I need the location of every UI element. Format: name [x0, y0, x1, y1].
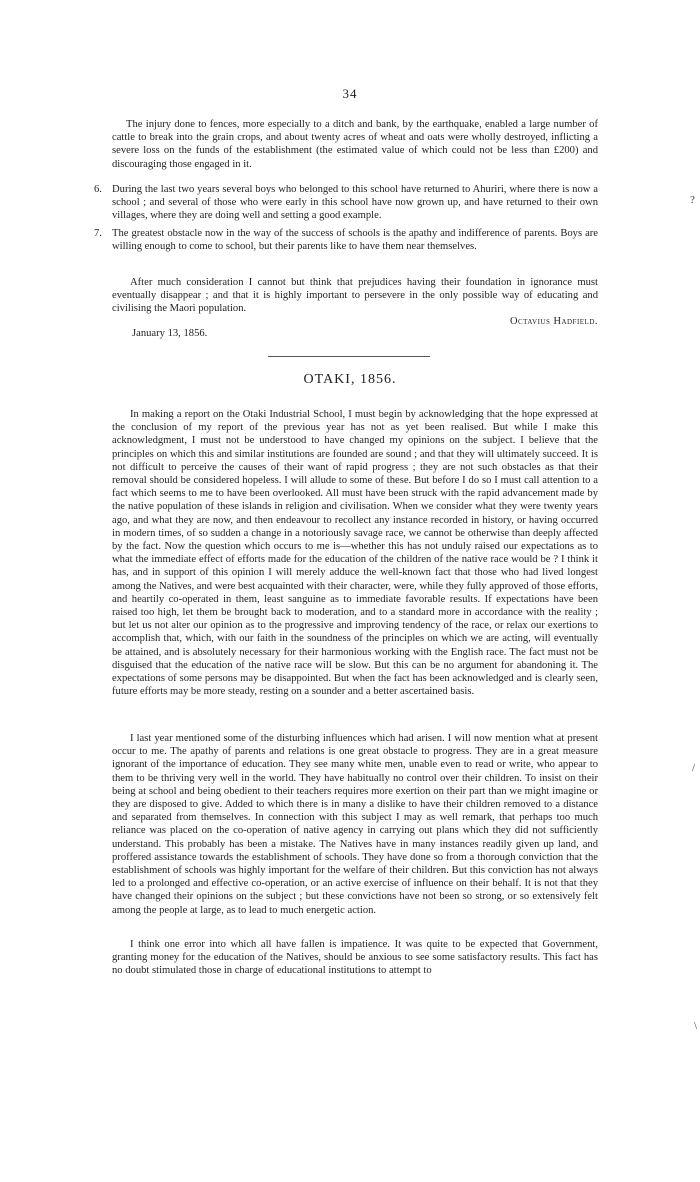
margin-mark: ? — [690, 194, 695, 206]
section-heading: OTAKI, 1856. — [303, 372, 397, 387]
report-date: January 13, 1856. — [132, 328, 208, 339]
signature: Octavius Hadfield. — [509, 316, 598, 327]
margin-mark: \ — [694, 1020, 698, 1032]
closing-paragraph: After much consideration I cannot but think that prejudices having their foundation in ignorance must eventually disappear ; and that it is highly important to persevere in the only possible way of educating and civilising the Maori population. — [112, 277, 598, 315]
numbered-item-6 — [94, 183, 598, 223]
section-divider — [268, 356, 430, 357]
numbered-item-7 — [94, 227, 598, 253]
body-paragraph-3: I think one error into which all have fallen is impatience. It was quite to be expected that Government, granting money for the education of the Natives, should be anxious to see some satisfactory results. This fact has no doubt stimulated those in charge of educational institutions to attempt to — [112, 939, 598, 977]
item-number: 6. — [94, 184, 102, 195]
body-paragraph-1: In making a report on the Otaki Industrial School, I must begin by acknowledging that the hope expressed at the conclusion of my report of the previous year has not as yet been realised. But while I make this acknowledgment, I must not be understood to have changed my opinions on the subject. I believe that the principles on which this and similar institutions are founded are sound ; and that they will ultimately succeed. It is not difficult to perceive the causes of their want of rapid progress ; they are not such obstacles as that their removal should be considered hopeless. I will allude to some of these. But before I do so I must call attention to a fact which seems to me to have been overlooked. All must have been struck with the rapid advancement made by the native population of these islands in religion and civilisation. When we consider what they were twenty years ago, and what they are now, and then endeavour to recollect any instance recorded in history, or having occurred in modern times, of so sudden a change in a notoriously savage race, we cannot be otherwise than deeply affected by the fact. Now the question which occurs to me is—whether this has not unduly raised our expectations as to what the immediate effect of efforts made for the education of the children of the native race would be ? I think it has, and in support of this opinion I will merely adduce the well-known fact that those who had lived longest among the Natives, and were best acquainted with their character, were, while they fully approved of those efforts, and heartily co-operated in them, least sanguine as to immediate favorable results. If expectations have been raised too high, let them be brought back to moderation, and to a standard more in accordance with the reality ; but let us not alter our opinion as to the progressive and improving tendency of the race, or relax our exertions to accomplish that, which, with our faith in the soundness of the principles on which we are acting, will eventually be attained, and is absolutely necessary for their harmonious working with the English race. The fact must not be disguised that the education of the native race will be slow. But this can be no argument for abandoning it. The expectations of some persons may be disappointed. But when the fact has been acknowledged and is clearly seen, future efforts may be more steady, resting on a sounder and a better ascertained basis. — [112, 409, 598, 698]
item-number: 7. — [94, 228, 102, 239]
intro-paragraph: The injury done to fences, more especially to a ditch and bank, by the earthquake, enabled a large number of cattle to break into the grain crops, and about twenty acres of wheat and oats were wholly destroyed, inflicting a severe loss on the funds of the establishment (the estimated value of which could not be less than £200) and discouraging those engaged in it. — [112, 119, 598, 170]
item-text: The greatest obstacle now in the way of the success of schools is the apathy and indifference of parents. Boys are willing enough to come to school, but their parents like to have them near themselves. — [112, 228, 598, 253]
page-number: 34 — [342, 86, 358, 101]
item-text: During the last two years several boys who belonged to this school have returned to Ahuriri, where there is now a school ; and several of those who were early in this school have now grown up, and have returned to their own villages, where they are doing well and setting a good example. — [112, 184, 598, 222]
body-paragraph-2: I last year mentioned some of the disturbing influences which had arisen. I will now mention what at present occur to me. The apathy of parents and relations is one great obstacle to progress. They are in a great measure ignorant of the importance of education. They see many white men, unable even to read or write, who appear to them to be thriving very well in the world. They have habitually no control over their children. To insist on their being at school and being obedient to their teachers requires more exertion on their part than we might imagine or they are disposed to give. Added to which there is in many a dislike to have their children removed to a distance and separated from themselves. In connection with this subject I may as well remark, that perhaps too much reliance was placed on the co-operation of native agency in carrying out plans which they did not sufficiently understand. This probably has been a mistake. The Natives have in many instances readily given up land, and proffered assistance towards the establishment of schools. They have done so from a thorough conviction that the establishment of schools was highly important for the welfare of their children. But this conviction has not always led to a prolonged and effective co-operation, or an active exercise of influence on their behalf. It is not that they have changed their opinions on the subject ; but these convictions have not been so strong, or so extensively felt among the people at large, as to lead to much energetic action. — [112, 733, 598, 916]
margin-mark: / — [692, 762, 696, 774]
